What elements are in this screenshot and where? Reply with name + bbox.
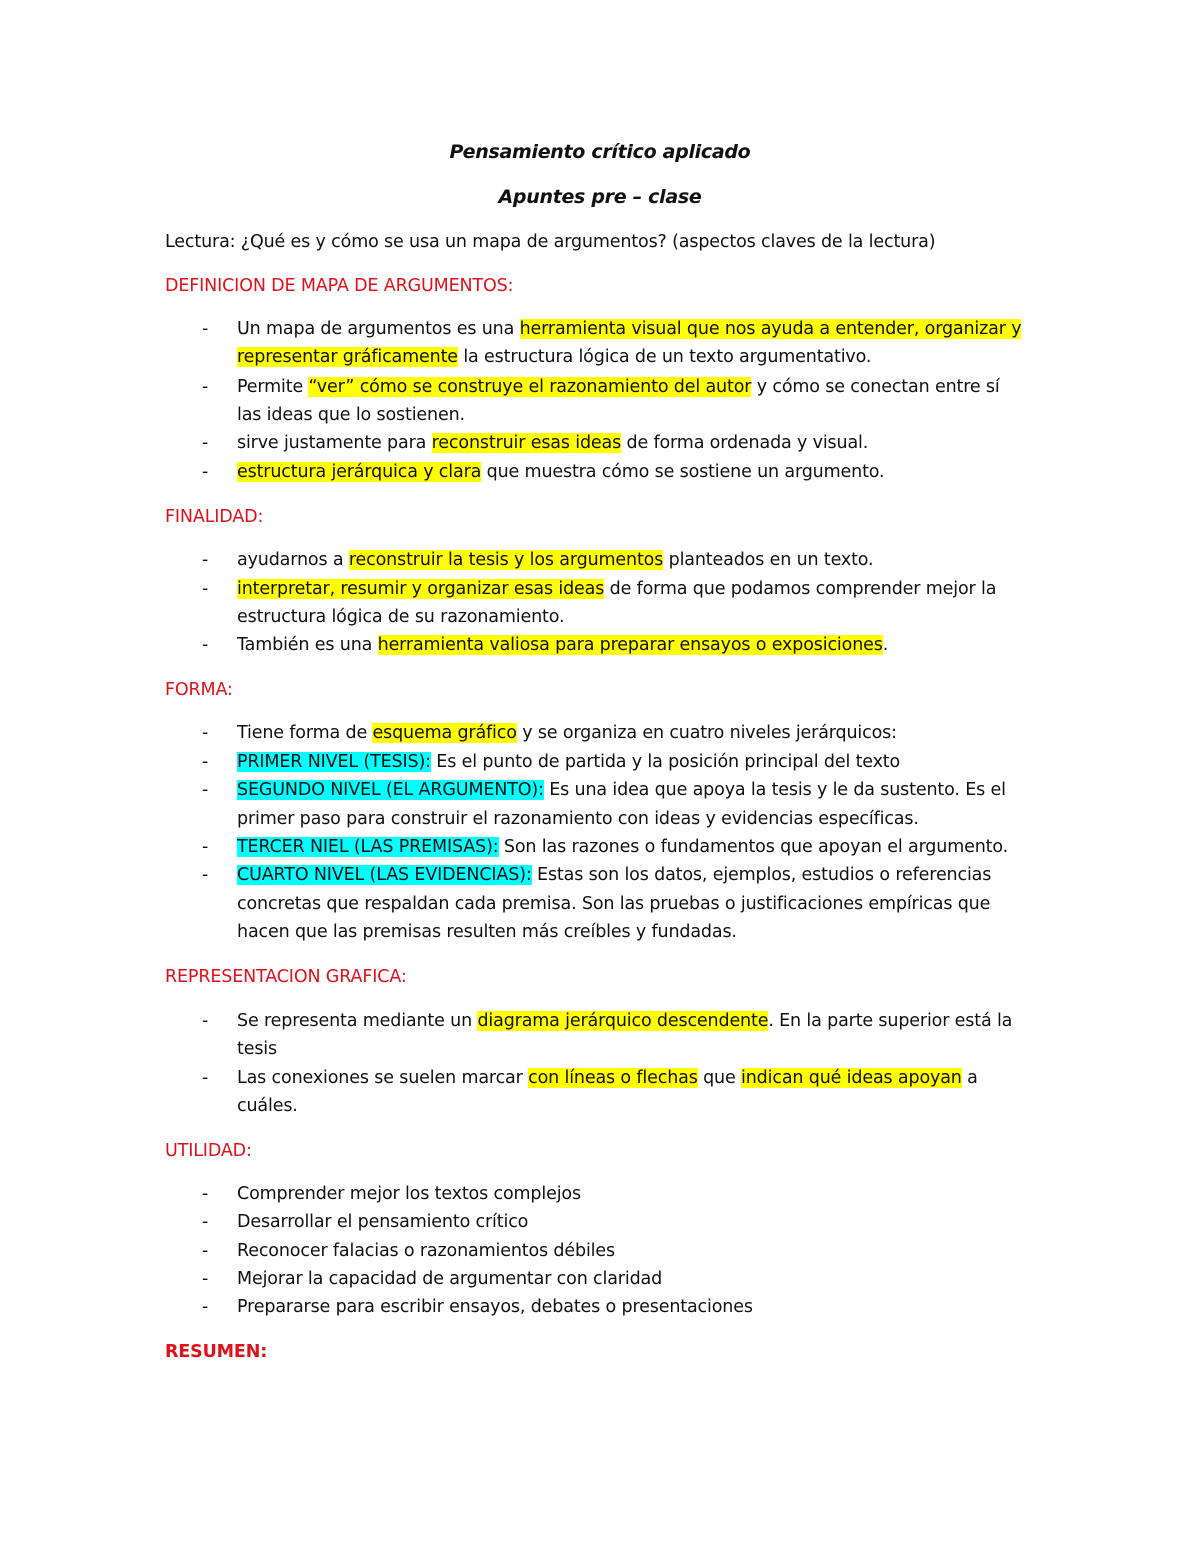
text-run: a [961,1068,978,1088]
bullet-dash: - [202,550,209,570]
list-item [237,1068,978,1088]
text-run: y cómo se conectan entre sí [751,377,1000,397]
bullet-dash: - [202,752,209,772]
list-item-continuation: cuáles. [237,1096,298,1116]
list-item [237,462,884,482]
list-item [237,723,897,743]
highlight-cyan: PRIMER NIVEL (TESIS): [237,752,431,772]
text-run: Permite [237,377,309,397]
list-item: Comprender mejor los textos complejos [237,1184,581,1204]
list-item [237,635,888,655]
bullet-dash: - [202,1241,209,1261]
bullet-dash: - [202,1269,209,1289]
section-heading-representacion: REPRESENTACION GRAFICA: [165,967,407,987]
highlight-yellow: representar gráficamente [237,347,458,367]
list-item [237,319,1021,339]
list-item: Mejorar la capacidad de argumentar con claridad [237,1269,663,1289]
text-run: Estas son los datos, ejemplos, estudios o referencias [531,865,992,885]
bullet-dash: - [202,1184,209,1204]
text-run: Son las razones o fundamentos que apoyan el argumento. [498,837,1009,857]
bullet-dash: - [202,1297,209,1317]
list-item-continuation: primer paso para construir el razonamiento con ideas y evidencias específicas. [237,809,919,829]
document-subtitle: Apuntes pre – clase [498,186,702,208]
list-item [237,433,868,453]
document-title: Pensamiento crítico aplicado [449,141,751,163]
highlight-cyan: TERCER NIEL (LAS PREMISAS): [237,837,499,857]
text-run: . [882,635,889,655]
text-run: Tiene forma de [237,723,373,743]
text-run: Se representa mediante un [237,1011,478,1031]
list-item-continuation: hacen que las premisas resulten más creíbles y fundadas. [237,922,737,942]
highlight-yellow: reconstruir la tesis y los argumentos [348,550,664,570]
list-item-continuation: las ideas que lo sostienen. [237,405,465,425]
highlight-yellow: herramienta valiosa para preparar ensayos o exposiciones [377,635,883,655]
highlight-yellow: “ver” cómo se construye el razonamiento del autor [308,377,752,397]
text-run: También es una [237,635,378,655]
bullet-dash: - [202,319,209,339]
bullet-dash: - [202,865,209,885]
section-heading-forma: FORMA: [165,680,233,700]
text-run: Las conexiones se suelen marcar [237,1068,529,1088]
list-item [237,377,1000,397]
bullet-dash: - [202,462,209,482]
text-run: que [697,1068,742,1088]
text-run: Es una idea que apoya la tesis y le da sustento. Es el [543,780,1006,800]
highlight-cyan: SEGUNDO NIVEL (EL ARGUMENTO): [237,780,544,800]
text-run: la estructura lógica de un texto argumentativo. [457,347,872,367]
highlight-yellow: estructura jerárquica y clara [237,462,482,482]
list-item [237,780,1006,800]
bullet-dash: - [202,377,209,397]
highlight-yellow: reconstruir esas ideas [431,433,622,453]
bullet-dash: - [202,433,209,453]
text-run: sirve justamente para [237,433,432,453]
list-item-continuation [237,347,871,367]
text-run: ayudarnos a [237,550,349,570]
bullet-dash: - [202,1068,209,1088]
highlight-yellow: diagrama jerárquico descendente [477,1011,769,1031]
bullet-dash: - [202,1212,209,1232]
highlight-yellow: indican qué ideas apoyan [741,1068,962,1088]
list-item [237,865,991,885]
section-heading-resumen: RESUMEN: [165,1342,268,1362]
list-item [237,550,873,570]
text-run: de forma ordenada y visual. [621,433,869,453]
bullet-dash: - [202,837,209,857]
list-item [237,837,1008,857]
text-run: y se organiza en cuatro niveles jerárquicos: [516,723,897,743]
list-item [237,579,996,599]
bullet-dash: - [202,780,209,800]
text-run: planteados en un texto. [663,550,874,570]
text-run: Un mapa de argumentos es una [237,319,520,339]
list-item-continuation: estructura lógica de su razonamiento. [237,607,565,627]
highlight-yellow: con líneas o flechas [528,1068,698,1088]
text-run: Es el punto de partida y la posición principal del texto [430,752,901,772]
bullet-dash: - [202,579,209,599]
list-item-continuation: tesis [237,1039,277,1059]
bullet-dash: - [202,723,209,743]
highlight-yellow: herramienta visual que nos ayuda a entender, organizar y [519,319,1022,339]
bullet-dash: - [202,1011,209,1031]
highlight-cyan: CUARTO NIVEL (LAS EVIDENCIAS): [237,865,532,885]
text-run: de forma que podamos comprender mejor la [604,579,997,599]
list-item: Prepararse para escribir ensayos, debates o presentaciones [237,1297,753,1317]
text-run: . En la parte superior está la [768,1011,1013,1031]
section-heading-utilidad: UTILIDAD: [165,1141,252,1161]
list-item: Reconocer falacias o razonamientos débiles [237,1241,615,1261]
list-item [237,752,900,772]
list-item-continuation: concretas que respaldan cada premisa. Son las pruebas o justificaciones empíricas que [237,894,991,914]
bullet-dash: - [202,635,209,655]
section-heading-finalidad: FINALIDAD: [165,507,264,527]
section-heading-definicion: DEFINICION DE MAPA DE ARGUMENTOS: [165,276,514,296]
text-run: que muestra cómo se sostiene un argumento. [481,462,885,482]
highlight-yellow: esquema gráfico [372,723,517,743]
list-item: Desarrollar el pensamiento crítico [237,1212,529,1232]
highlight-yellow: interpretar, resumir y organizar esas ideas [237,579,605,599]
intro-line: Lectura: ¿Qué es y cómo se usa un mapa de argumentos? (aspectos claves de la lectura) [165,232,936,252]
list-item [237,1011,1012,1031]
